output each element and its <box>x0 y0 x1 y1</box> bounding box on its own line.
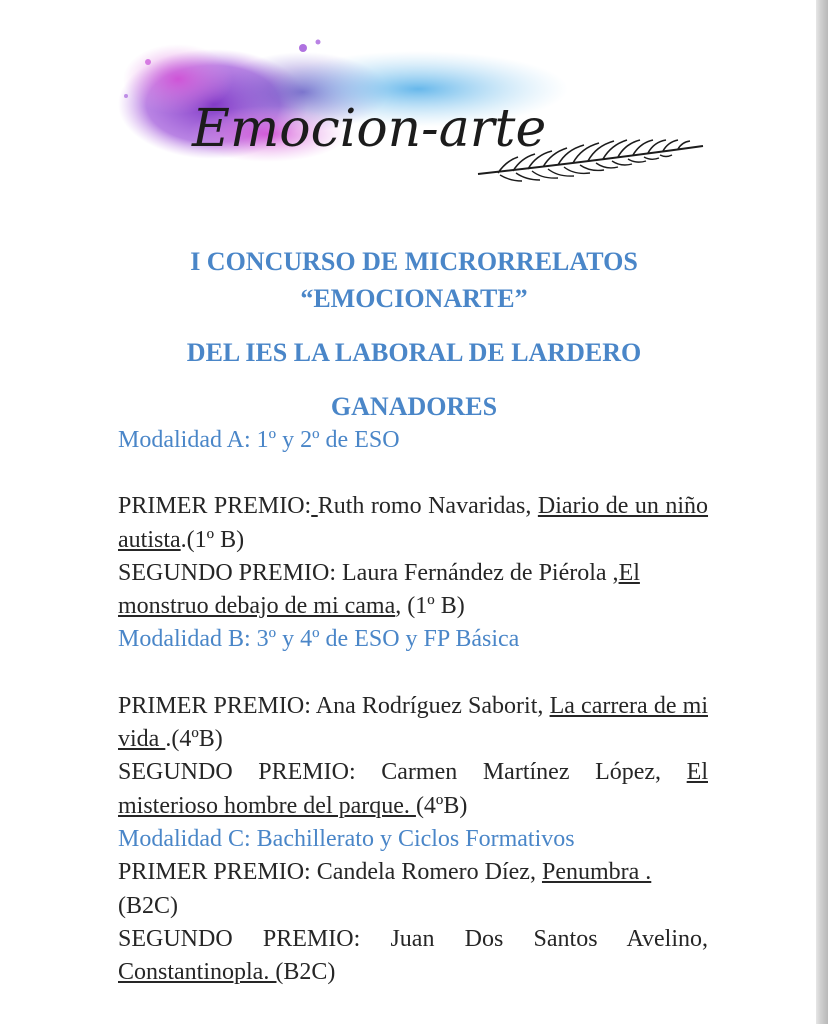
work-title: La carrera de mi vida <box>118 692 708 753</box>
modalidad-c-first-prize: PRIMER PREMIO: Candela Romero Díez, Penumbra .(B2C) <box>118 859 652 919</box>
contest-title: I CONCURSO DE MICRORRELATOS <box>190 247 638 276</box>
svg-text:Emocion-arte: Emocion-arte <box>192 99 547 159</box>
winners-list <box>118 424 708 989</box>
modalidad-c-title: Modalidad C: Bachillerato y Ciclos Formativos <box>118 825 575 852</box>
modalidad-b-second-prize: SEGUNDO PREMIO: Carmen Martínez López, El misterioso hombre del parque. (4ºB) <box>118 759 708 819</box>
page-edge-shadow <box>816 0 828 1024</box>
work-title: Constantinopla. ( <box>118 959 284 986</box>
school-name: DEL IES LA LABORAL DE LARDERO <box>186 338 642 367</box>
spacer <box>118 457 708 490</box>
modalidad-a-first-prize: PRIMER PREMIO: Ruth romo Navaridas, Diario de un niño autista.(1º B) <box>118 493 709 553</box>
work-title: Diario de un niño autista <box>118 493 709 553</box>
work-title: Penumbra . <box>541 859 652 886</box>
modalidad-b-first-prize: PRIMER PREMIO: Ana Rodríguez Saborit, La carrera de mi vida .(4ºB) <box>118 692 708 753</box>
emocion-arte-logo <box>118 34 708 186</box>
work-title: El monstruo debajo de mi cama <box>118 559 640 620</box>
modalidad-a-title: Modalidad A: 1º y 2º de ESO <box>118 427 400 453</box>
work-title: El misterioso hombre del parque. <box>118 759 708 819</box>
modalidad-b-title: Modalidad B: 3º y 4º de ESO y FP Básica <box>118 626 520 653</box>
spacer <box>118 657 708 690</box>
modalidad-a-second-prize: SEGUNDO PREMIO: Laura Fernández de Piérola ,El monstruo debajo de mi cama, (1º B) <box>118 559 640 620</box>
modalidad-c-second-prize: SEGUNDO PREMIO: Juan Dos Santos Avelino, Constantinopla. (B2C) <box>118 925 708 986</box>
contest-name: “EMOCIONARTE” <box>300 284 528 313</box>
winners-heading: GANADORES <box>330 392 498 421</box>
